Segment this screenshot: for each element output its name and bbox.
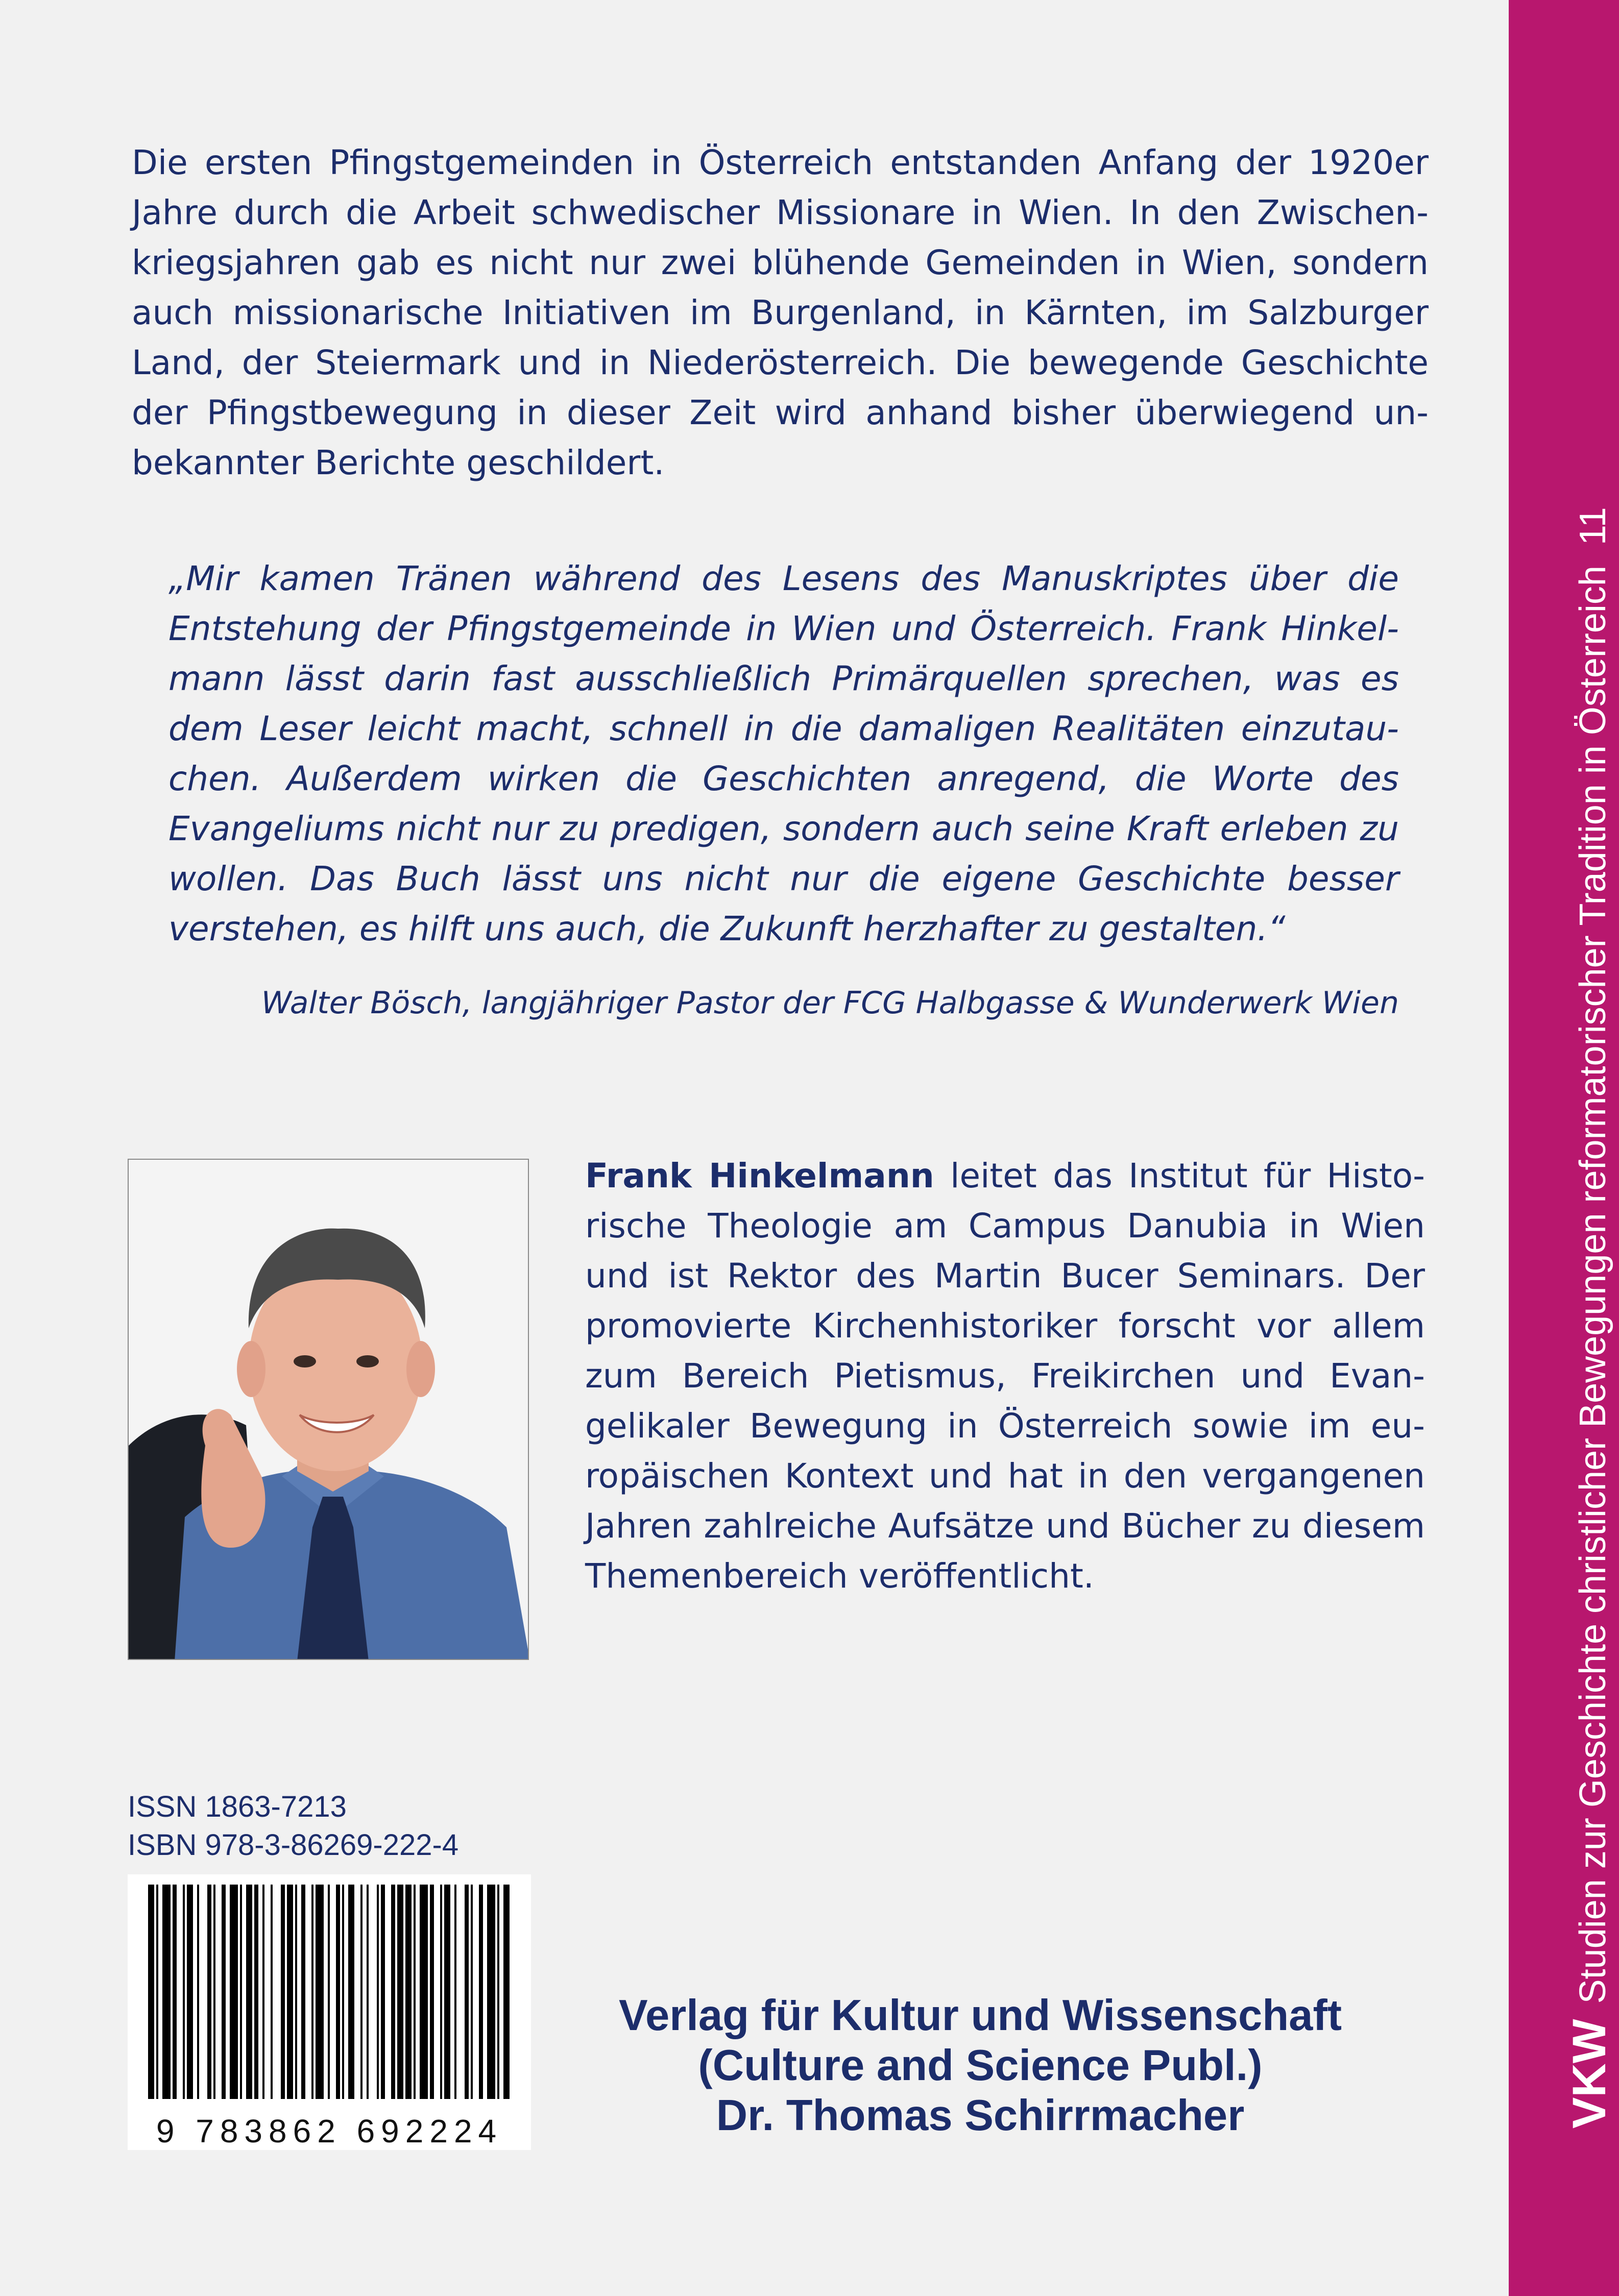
barcode-bar — [213, 1885, 215, 2099]
barcode-bar — [328, 1885, 330, 2099]
barcode-bar — [246, 1885, 252, 2099]
barcode-bar — [230, 1885, 238, 2099]
barcode-bars — [128, 1874, 531, 2109]
back-cover-blurb: Die ersten Pfingstgemeinden in Österreich entstanden Anfang der 1920er Jahre durch die Arbeit schwedischer Missionare in Wien. In den Zwischenkriegsjahren gab es nicht nur zwei blühende Gemeinden in Wien, sondern auch missionarische Initiativen im Burgenland, in Kärnten, im Salzburger Land, der Steiermark und in Niederösterreich. Die bewegende Geschichte der Pfingstbewegung in dieser Zeit wird anhand bisher überwiegend unbekannter Berichte geschildert. — [132, 143, 1429, 482]
barcode-bar — [391, 1885, 395, 2099]
barcode-bar — [183, 1885, 185, 2099]
barcode-bar — [295, 1885, 297, 2099]
barcode-bar — [440, 1885, 442, 2099]
author-bio-text: leitet das Institut für Historische Theologie am Campus Danubia in Wien und ist Rektor des Martin Bucer Seminars. Der promovierte Kirchenhistoriker forscht vor allem zum Bereich Pietismus, Freikirchen und Evangelikaler Bewegung in Österreich sowie im europäischen Kontext und hat in den vergangenen Jahren zahlreiche Aufsätze und Bücher zu diesem Themenbereich veröffentlicht. — [585, 1156, 1425, 1596]
barcode-bar — [207, 1885, 211, 2099]
barcode-bar — [444, 1885, 450, 2099]
barcode-bar — [148, 1885, 154, 2099]
barcode-bar — [301, 1885, 305, 2099]
barcode-bar — [503, 1885, 510, 2099]
publisher-english-name: (Culture and Science Publ.) — [698, 2041, 1263, 2090]
barcode-bar — [405, 1885, 412, 2099]
issn-label: ISSN 1863-7213 — [128, 1790, 347, 1823]
endorsement-quote: „Mir kamen Tränen während des Lesens des Manuskriptes über die Entstehung der Pfingstgemeinde in Wien und Österreich. Frank Hinkelmann lässt darin fast ausschließlich Primärquellen sprechen, was es dem Leser leicht macht, schnell in die damaligen Realitäten einzutauchen. Außerdem wirken die Geschichten anregend, die Worte des Evangeliums nicht nur zu predigen, sondern auch seine Kraft erleben zu wollen. Das Buch lässt uns nicht nur die eigene Geschichte besser verstehen, es hilft uns auch, die Zukunft herzhafter zu gestalten.“ — [168, 559, 1399, 948]
vkw-logo: VKW — [1563, 2019, 1615, 2129]
author-name: Frank Hinkelmann — [585, 1156, 934, 1195]
barcode-bar — [381, 1885, 385, 2099]
barcode-bar — [281, 1885, 285, 2099]
barcode-bar — [397, 1885, 403, 2099]
barcode-bar — [487, 1885, 495, 2099]
barcode-bar — [465, 1885, 469, 2099]
barcode-bar — [173, 1885, 177, 2099]
barcode-bar — [271, 1885, 273, 2099]
volume-number: 11 — [1573, 507, 1613, 546]
barcode-bar — [342, 1885, 344, 2099]
barcode-bar — [254, 1885, 258, 2099]
barcode-bar — [479, 1885, 483, 2099]
barcode-bar — [287, 1885, 293, 2099]
barcode-bar — [367, 1885, 369, 2099]
barcode-bar — [454, 1885, 456, 2099]
barcode-bar — [187, 1885, 193, 2099]
author-bio — [585, 1151, 1425, 1601]
barcode-bar — [420, 1885, 428, 2099]
barcode-bar — [222, 1885, 226, 2099]
barcode-bar — [497, 1885, 499, 2099]
barcode-bar — [360, 1885, 363, 2099]
barcode-bar — [377, 1885, 379, 2099]
barcode-bar — [240, 1885, 242, 2099]
series-title: Studien zur Geschichte christlicher Bewegungen reformatorischer Tradition in Österreich — [1573, 566, 1613, 2004]
barcode-bar — [311, 1885, 313, 2099]
barcode-bar — [262, 1885, 264, 2099]
endorsement-source: Walter Bösch, langjähriger Pastor der FCG Halbgasse & Wunderwerk Wien — [261, 985, 1399, 1021]
author-portrait-image — [129, 1160, 529, 1660]
publisher-name: Verlag für Kultur und Wissenschaft — [618, 1991, 1342, 2040]
barcode-bar — [197, 1885, 199, 2099]
publisher-editor: Dr. Thomas Schirrmacher — [716, 2091, 1245, 2140]
barcode-bar — [430, 1885, 434, 2099]
barcode-bar — [348, 1885, 354, 2099]
spine-title — [1563, 507, 1616, 2129]
barcode-bar — [162, 1885, 171, 2099]
barcode-bar — [414, 1885, 416, 2099]
barcode-bar — [336, 1885, 340, 2099]
isbn-label: ISBN 978-3-86269-222-4 — [128, 1828, 459, 1862]
barcode-bar — [471, 1885, 473, 2099]
barcode-bar — [316, 1885, 324, 2099]
author-photo — [128, 1159, 529, 1660]
barcode-digits: 9 783862 692224 — [156, 2113, 503, 2150]
barcode-bar — [156, 1885, 158, 2099]
isbn-barcode — [128, 1874, 531, 2150]
publisher-block — [562, 1991, 1399, 2141]
